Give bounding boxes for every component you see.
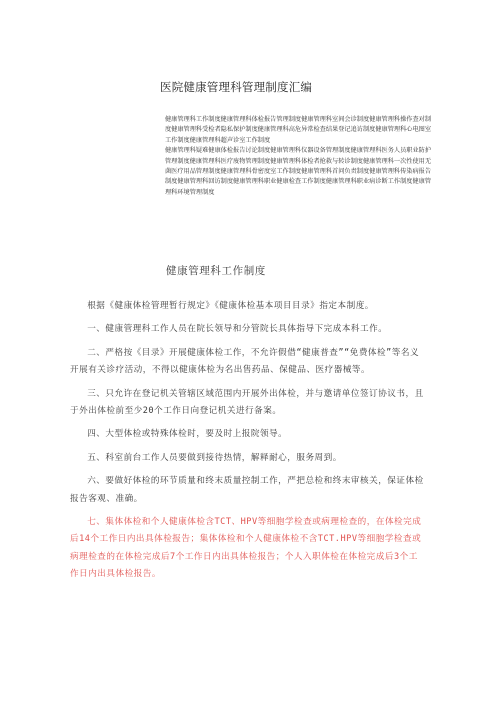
section-body: [70, 298, 426, 590]
table-of-contents: [165, 115, 433, 198]
body-paragraph: 六、要做好体检的环节质量和终末质量控制工作，严把总检和终末审核关，保证体检报告客观、准确。: [70, 476, 424, 504]
body-paragraph: 三、只允许在登记机关管辖区域范围内开展外出体检，并与邀请单位签订协议书，且于外出体检前至少20个工作日向登记机关进行备案。: [70, 388, 424, 417]
body-paragraph: 四、大型体检或特殊体检时，要及时上报院领导。: [87, 429, 288, 440]
body-paragraph: 根据《健康体检管理暂行规定》《健康体检基本项目目录》指定本制度。: [87, 301, 374, 311]
section-title: 健康管理科工作制度: [166, 265, 266, 277]
body-paragraph: 二、严格按《目录》开展健康体检工作，不允许假借“健康普查”“免费体检”等名义开展有关诊疗活动，不得以健康体检为名出售药品、保健品、医疗器械等。: [70, 347, 420, 376]
body-paragraph: 五、科室前台工作人员要做到接待热情，解释耐心，服务周到。: [87, 452, 342, 463]
highlighted-paragraph: 七、集体体检和个人健康体检含TCT、HPV等细胞学检查或病理检查的，在体检完成后14个工作日内出具体检报告；集体体检和个人健康体检不含TCT.HPV等细胞学检查或病理检查的在体检完成后7个工作日内出具体检报告；个人入职体检在体检完成后3个工作日内出具体检报告。: [70, 517, 422, 580]
toc-paragraph: 健康管理科工作制度健康管理科体检报告管理制度健康管理科室间会诊制度健康管理科操作查对制度健康管理科受检者隐私保护制度健康管理科高危异常检查结果登记追访制度健康管理科心电图室工作制度健康管理科超声诊室工作制度: [165, 116, 432, 144]
toc-paragraph: 健康管理科疑难健康体检报告讨论制度健康管理科仪器设备管理制度健康管理科医务人员职业防护管理制度健康管理科医疗废物管理制度健康管理科体检者抢救与转诊制度健康管理科一次性使用无菌医疗用品管理制度健康管理科骨密度室工作制度健康管理科首问负责制度健康管理科传染病报告制度健康管理科回访制度健康管理科职业健康检查工作制度健康管理科职业病诊断工作制度健康管理科环境管理制度: [165, 147, 432, 196]
document-title: 医院健康管理科管理制度汇编: [160, 80, 313, 94]
body-paragraph: 一、健康管理科工作人员在院长领导和分管院长具体指导下完成本科工作。: [87, 324, 388, 335]
